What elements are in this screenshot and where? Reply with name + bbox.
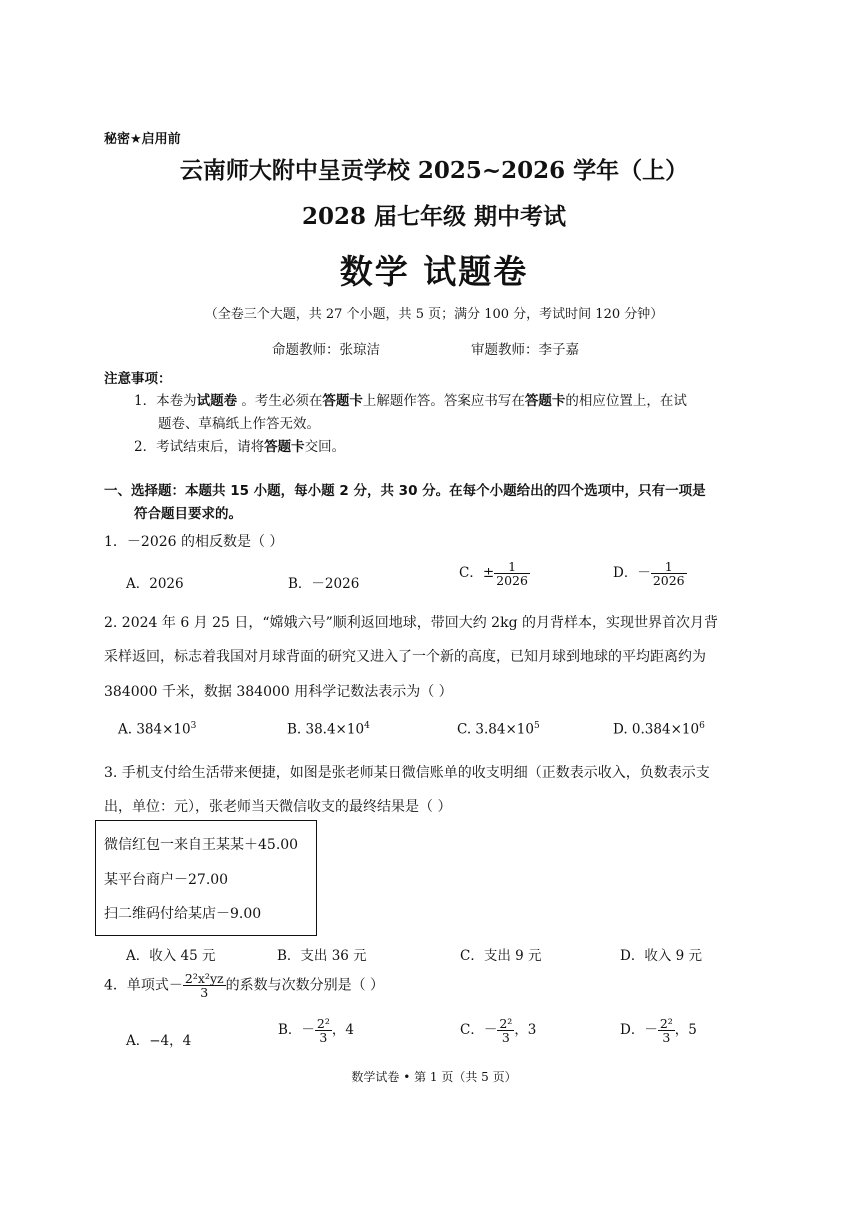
question-3-line2: 出，单位：元），张老师当天微信收支的最终结果是（ ）: [104, 799, 452, 815]
q3-option-d: D．收入 9 元: [620, 948, 702, 964]
q2-option-b: B. $38.4\times 10^4$: [287, 721, 370, 738]
confidential-label: 秘密★启用前: [104, 132, 181, 147]
bill-entry: 某平台商户－27.00: [104, 872, 229, 888]
school-title: 云南师大附中呈贡学校 2025~2026 学年（上）: [179, 157, 689, 184]
exam-info: （全卷三个大题，共 27 个小题，共 5 页；满分 100 分，考试时间 120 分钟）: [204, 307, 664, 322]
bill-entry: 微信红包一来自王某某＋45.00: [104, 837, 299, 853]
bill-entry: 扫二维码付给某店－9.00: [104, 906, 262, 922]
bill-box: [95, 820, 317, 936]
notice-item-2: 2．考试结束后，请将答题卡交回。: [134, 439, 346, 455]
page-footer: 数学试卷 • 第 1 页（共 5 页）: [351, 1070, 517, 1084]
q4-option-b: B．－ $\frac{\text{2²}}{3}$ ，4: [278, 1016, 354, 1046]
paper-title: 数学 试题卷: [339, 252, 529, 291]
q4-option-c: C．－ $\frac{\text{2²}}{3}$ ，3: [460, 1016, 537, 1046]
section-heading: 一、选择题：本题共 15 小题，每小题 2 分，共 30 分。在每个小题给出的四个选项中，只有一项是: [104, 483, 706, 499]
q3-option-b: B．支出 36 元: [277, 948, 367, 964]
q2-option-a: A. $384\times 10^3$: [118, 721, 197, 738]
notice-item-1-cont: 题卷、草稿纸上作答无效。: [158, 416, 320, 432]
q4-option-a: A．−4，4: [126, 1033, 192, 1049]
q3-option-a: A．收入 45 元: [126, 948, 216, 964]
notice-title: 注意事项：: [104, 371, 172, 387]
q2-option-d: D. $0.384\times 10^6$: [613, 721, 705, 738]
q1-option-c: C．± $\frac{1}{2026}$: [459, 559, 528, 589]
notice-item-1: 1．本卷为试题卷 。考生必须在答题卡上解题作答。答案应书写在答题卡的相应位置上，在试: [134, 393, 687, 409]
q2-option-c: C. $3.84\times 10^5$: [457, 721, 540, 738]
q1-option-b: B．－2026: [288, 576, 360, 592]
reviewer-teacher: 审题教师：李子嘉: [471, 342, 579, 358]
question-4-stem: 4．单项式－ $\frac{\text{2²x²yz}}{3}$ 的系数与次数分别是（ ）: [104, 971, 385, 1001]
question-2-line2: 采样返回，标志着我国对月球背面的研究又进入了一个新的高度，已知月球到地球的平均距离约为: [104, 649, 706, 665]
q1-option-a: A．2026: [126, 576, 184, 592]
question-2-line1: 2. 2024 年 6 月 25 日，“嫦娥六号”顺利返回地球，带回大约 2kg 的月背样本，实现世界首次月背: [104, 615, 718, 631]
exam-title: 2028 届七年级 期中考试: [301, 203, 567, 230]
author-teacher: 命题教师：张琼洁: [272, 342, 380, 358]
question-2-line3: 384000 千米，数据 384000 用科学记数法表示为（ ）: [104, 684, 453, 700]
q4-option-d: D．－ $\frac{\text{2²}}{3}$ ，5: [620, 1016, 697, 1046]
section-heading-cont: 符合题目要求的。: [134, 506, 242, 522]
question-3-line1: 3. 手机支付给生活带来便捷，如图是张老师某日微信账单的收支明细（正数表示收入，负数表示支: [104, 765, 710, 781]
q1-option-d: D．－ $\frac{1}{2026}$: [613, 559, 685, 589]
question-1-stem: 1．－2026 的相反数是（ ）: [104, 534, 284, 550]
q3-option-c: C．支出 9 元: [460, 948, 542, 964]
